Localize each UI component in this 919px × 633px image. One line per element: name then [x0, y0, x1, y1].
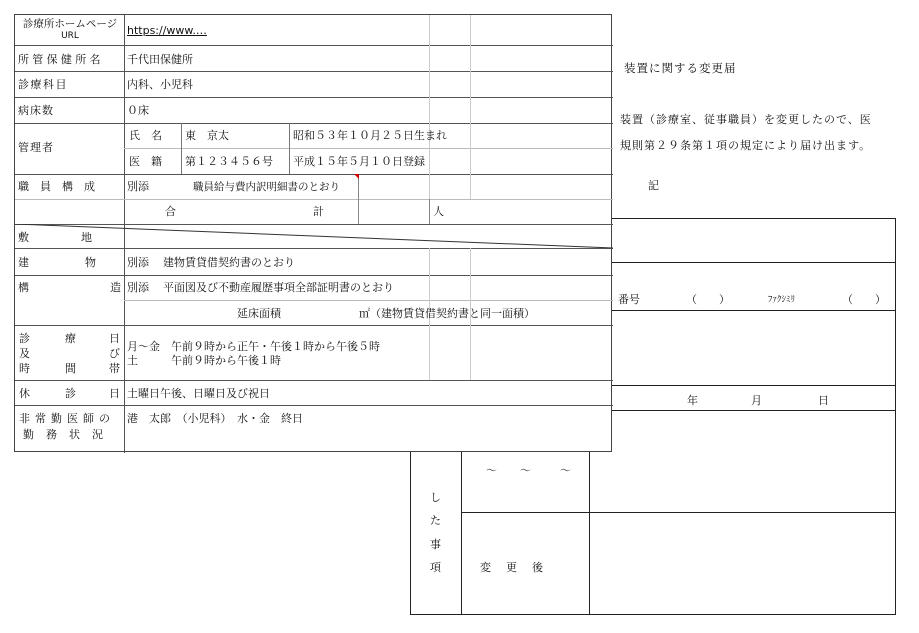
cell-rule — [289, 123, 290, 174]
structure-label: 構 — [18, 281, 29, 294]
cell-rule — [429, 15, 430, 123]
back-rule — [410, 614, 896, 615]
row-rule — [15, 325, 613, 326]
cut-glyph: ～ — [520, 464, 531, 477]
date-month: 月 — [751, 394, 762, 407]
closed-label-2: 診 — [65, 387, 76, 400]
site-diagonal — [15, 224, 613, 249]
hours-label-char: 時 — [19, 362, 30, 375]
changed-item-char: 事 — [430, 538, 441, 551]
staff-ref: 別添 — [127, 180, 149, 193]
row-rule — [15, 275, 613, 276]
hours-weekday: 月～金 午前９時から正午・午後１時から午後５時 — [127, 340, 380, 353]
row-rule — [15, 71, 613, 72]
back-rule — [461, 512, 896, 513]
health-center-value: 千代田保健所 — [127, 53, 193, 66]
closed-label: 休 — [19, 387, 30, 400]
notice-body-line1: 装置（診療室、従事職員）を変更したので、医 — [620, 113, 872, 126]
staff-unit: 人 — [433, 205, 444, 218]
beds-value: ０床 — [127, 104, 149, 117]
back-rule — [589, 452, 590, 615]
tel-paren: （ ） — [686, 293, 730, 306]
row-rule — [15, 123, 613, 124]
row-rule — [15, 97, 613, 98]
staff-label: 職員構成 — [18, 180, 106, 193]
changed-item-char: た — [430, 514, 441, 527]
fax-label: ﾌｧｸｼﾐﾘ — [768, 295, 796, 305]
staff-value: 職員給与費内訳明細書のとおり — [193, 181, 340, 193]
date-year: 年 — [687, 394, 698, 407]
notice-title: 装置に関する変更届 — [624, 61, 737, 75]
tel-label: 番号 — [618, 293, 640, 306]
site-label-2: 地 — [81, 231, 92, 244]
staff-total-label: 合 — [165, 205, 176, 218]
floor-area-unit: ㎡（建物賃貸借契約書と同一面積） — [359, 307, 535, 320]
hours-label-char: 帯 — [109, 362, 120, 375]
beds-label: 病床数 — [18, 104, 54, 117]
row-rule — [15, 199, 613, 200]
manager-reg-label: 医 籍 — [129, 155, 162, 168]
row-rule — [15, 174, 613, 175]
cell-rule — [470, 123, 471, 199]
changed-item-char: 項 — [430, 561, 441, 574]
notice-body-line2: 規則第２９条第１項の規定により届け出ます。 — [620, 139, 872, 152]
back-rule — [612, 410, 896, 411]
back-rule — [410, 452, 411, 615]
hours-label-char: び — [109, 347, 120, 360]
comment-marker-icon — [354, 174, 359, 179]
back-rule — [461, 452, 462, 615]
hours-saturday: 土 午前９時から午後１時 — [127, 354, 281, 367]
closed-value: 土曜日午後、日曜日及び祝日 — [127, 387, 270, 400]
manager-birth: 昭和５３年１０月２５日生まれ — [293, 129, 447, 142]
back-rule — [612, 385, 896, 386]
building-label: 建 — [18, 256, 29, 269]
row-rule — [15, 405, 613, 406]
parttime-label: 非常勤医師の — [19, 412, 115, 425]
building-value: 建物賃貸借契約書のとおり — [163, 256, 295, 269]
row-rule — [15, 380, 613, 381]
site-label: 敷 — [18, 231, 29, 244]
hours-label-char: 間 — [65, 362, 76, 375]
cell-rule — [470, 15, 471, 123]
hours-label-char: 療 — [65, 332, 76, 345]
structure-label-2: 造 — [110, 281, 121, 294]
homepage-url-link[interactable]: https://www.… — [127, 24, 207, 37]
row-rule — [15, 45, 613, 46]
manager-label: 管理者 — [18, 141, 54, 154]
cut-glyph: ～ — [560, 464, 571, 477]
back-rule — [612, 262, 896, 263]
manager-name-label: 氏 名 — [129, 129, 162, 142]
fax-paren: （ ） — [842, 293, 886, 306]
back-rule — [612, 310, 896, 311]
cell-rule — [429, 199, 430, 224]
building-ref: 別添 — [127, 256, 149, 269]
changed-item-char: し — [430, 491, 441, 504]
floor-area-label: 延床面積 — [237, 307, 281, 320]
parttime-value: 港 太郎 （小児科） 水・金 終日 — [127, 412, 303, 425]
closed-label-3: 日 — [109, 387, 120, 400]
departments-value: 内科、小児科 — [127, 78, 193, 91]
cut-glyph: ～ — [486, 464, 497, 477]
back-rule — [895, 218, 896, 615]
structure-ref: 別添 — [127, 281, 149, 294]
row-rule — [124, 148, 613, 149]
date-day: 日 — [818, 394, 829, 407]
staff-total-label-2: 計 — [313, 205, 324, 218]
manager-reg-no: 第１２３４５６号 — [185, 155, 273, 168]
back-rule — [612, 218, 896, 219]
hours-label-char: 日 — [109, 332, 120, 345]
departments-label: 診療科目 — [18, 78, 68, 91]
manager-name: 東 京太 — [185, 129, 229, 142]
row-rule — [124, 300, 613, 301]
notice-ki: 記 — [648, 179, 659, 192]
structure-value: 平面図及び不動産履歴事項全部証明書のとおり — [163, 281, 394, 294]
cell-rule — [358, 174, 359, 224]
building-label-2: 物 — [85, 256, 96, 269]
homepage-label: 診療所ホームページ URL — [22, 18, 118, 41]
parttime-label-2: 勤務状況 — [23, 428, 115, 441]
clinic-info-table — [14, 14, 612, 452]
cell-rule — [181, 123, 182, 174]
manager-reg-date: 平成１５年５月１０日登録 — [293, 155, 425, 168]
health-center-label: 所管保健所名 — [18, 53, 104, 66]
hours-label-char: 診 — [19, 332, 30, 345]
after-label: 変 更 後 — [480, 561, 545, 574]
hours-label-char: 及 — [19, 347, 30, 360]
